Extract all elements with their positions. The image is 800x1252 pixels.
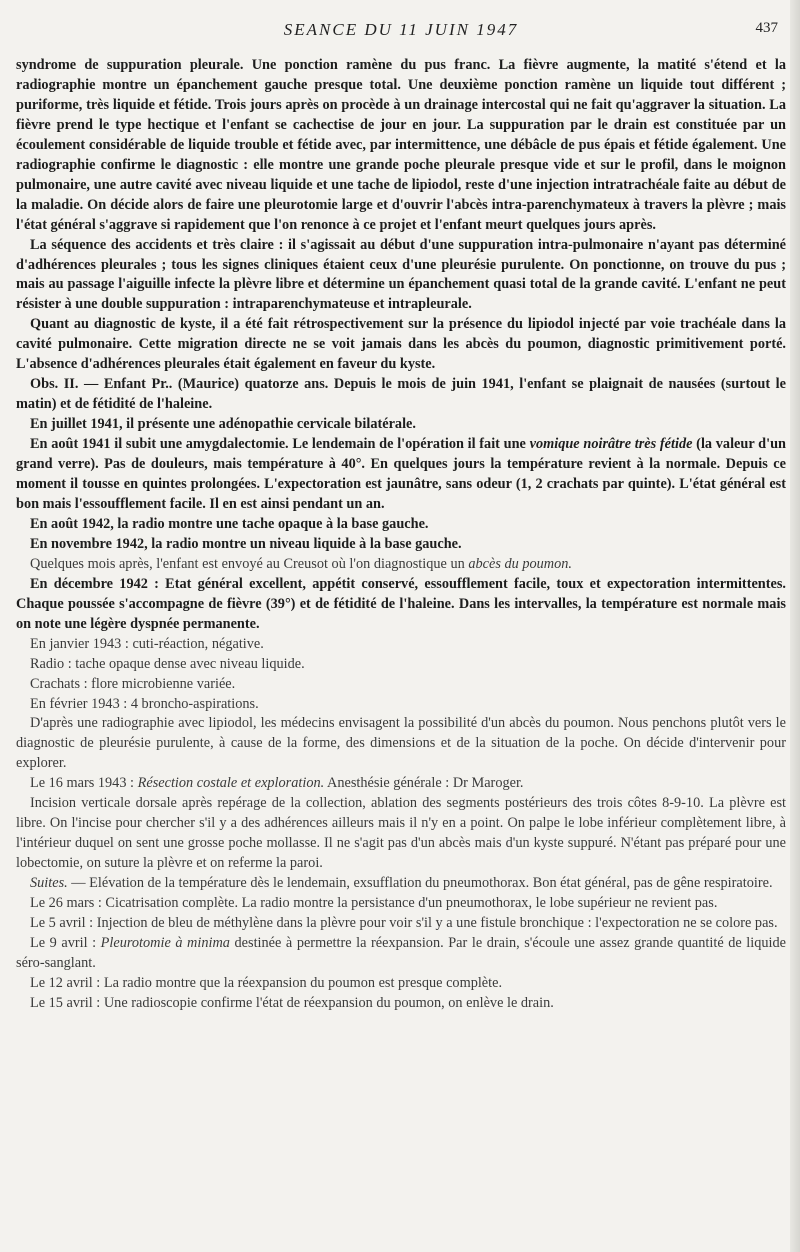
paragraph-text: Incision verticale dorsale après repérage de la collection, ablation des segments postérieurs des trois côtes 8-9-10. La plèvre est libre. On l'incise pour chercher s'il y a des adhérences ailleurs mais il n'y en a point. On palpe le lobe inférieur complètement libre, à l'intérieur duquel on sent une grosse poche mollasse. Il ne s'agit pas d'un abcès mais d'un kyste suppuré. N'étant pas préparé pour une lobectomie, on suture la plèvre et on referme la paroi. — [16, 795, 786, 872]
paragraph — [16, 714, 786, 774]
italic-text: vomique noirâtre très fétide — [529, 436, 693, 453]
paragraph — [16, 236, 786, 316]
page-header — [16, 20, 786, 44]
paragraph-text: En février 1943 : 4 broncho-aspirations. — [30, 695, 259, 712]
paragraph-text: En janvier 1943 : cuti-réaction, négative. — [30, 635, 264, 652]
paragraph — [16, 675, 786, 695]
paragraph-text: Le 15 avril : Une radioscopie confirme l'état de réexpansion du poumon, on enlève le drain. — [30, 994, 554, 1011]
paragraph-text: En novembre 1942, la radio montre un niveau liquide à la base gauche. — [30, 535, 462, 552]
paragraph-text: syndrome de suppuration pleurale. Une ponction ramène du pus franc. La fièvre augmente, la matité s'étend et la radiographie montre un épanchement gauche presque total. Une deuxième ponction ramène un liquide tout différent ; puriforme, très liquide et fétide. Trois jours après on procède à un drainage intercostal qui ne fait qu'aggraver la situation. La fièvre prend le type hectique et l'enfant se cachectise de jour en jour. La suppuration par le drain est constituée par un écoulement considérable de liquide trouble et fétide avec, par intermittence, une débâcle de pus épais et fétide également. Une radiographie confirme le diagnostic : elle montre une grande poche pleurale presque vide et sur le profil, dans le moignon pulmonaire, une autre cavité avec niveau liquide et une tache de lipiodol, reste d'une injection intratrachéale faite au début de la maladie. On décide alors de faire une pleurotomie large et d'ouvrir l'abcès intra-parenchymateux à travers la plèvre ; mais l'état général s'aggrave si rapidement que l'on renonce à ce projet et l'enfant meurt quelques jours après. — [16, 57, 786, 233]
paragraph — [16, 994, 786, 1014]
paragraph-text: Quant au diagnostic de kyste, il a été fait rétrospectivement sur la présence du lipiodol injecté par voie trachéale dans la cavité pulmonaire. Cette migration directe ne se voit jamais dans les abcès du poumon, diagnostic primitivement porté. L'absence d'adhérences pleurales était également en faveur du kyste. — [16, 316, 786, 373]
paragraph-text: Quelques mois après, l'enfant est envoyé au Creusot où l'on diagnostique un — [30, 555, 469, 572]
page-number: 437 — [755, 20, 778, 36]
paragraph — [16, 555, 786, 575]
paragraph — [16, 56, 786, 236]
paragraph — [16, 515, 786, 535]
paragraph-text: Le 26 mars : Cicatrisation complète. La radio montre la persistance d'un pneumothorax, le lobe supérieur ne revient pas. — [30, 895, 718, 912]
paragraph-text: — Elévation de la température dès le lendemain, exsufflation du pneumothorax. Bon état général, pas de gêne respiratoire. — [67, 875, 773, 892]
paragraph-text: En août 1942, la radio montre une tache opaque à la base gauche. — [30, 515, 429, 532]
paragraph — [16, 655, 786, 675]
paragraph-text: Obs. II. — Enfant Pr.. (Maurice) quatorze ans. Depuis le mois de juin 1941, l'enfant se plaignait de nausées (surtout le matin) et de fétidité de l'haleine. — [16, 376, 786, 413]
paragraph-text: destinée à permettre la réexpansion. Par le drain, s'écoule une assez grande quantité de liquide séro-sanglant. — [16, 934, 786, 971]
paragraph — [16, 894, 786, 914]
paragraph-text: Anesthésie générale : Dr Maroger. — [324, 775, 524, 792]
paragraph-text: Le 12 avril : La radio montre que la réexpansion du poumon est presque complète. — [30, 974, 503, 991]
paragraph — [16, 575, 786, 635]
paragraph — [16, 695, 786, 715]
paragraph — [16, 974, 786, 994]
paragraph-text: (la valeur d'un grand verre). Pas de douleurs, mais température à 40°. En quelques jours la température revient à la normale. Depuis ce moment il tousse en quintes prolongées. L'expectoration est jaunâtre, sans odeur (1, 2 crachats par quinte). L'état général est bon mais l'essoufflement facile. Il en est ainsi pendant un an. — [16, 436, 786, 512]
italic-text: Pleurotomie à minima — [100, 934, 230, 951]
paragraph-text: En décembre 1942 : Etat général excellent, appétit conservé, essoufflement facile, toux et expectoration intermittentes. Chaque poussée s'accompagne de fièvre (39°) et de fétidité de l'haleine. Dans les intervalles, la température est normale mais on note une légère dyspnée permanente. — [16, 575, 786, 632]
page-gutter-shadow — [790, 0, 800, 1252]
italic-text: Résection costale et exploration. — [137, 775, 325, 792]
italic-text: abcès du poumon. — [468, 555, 572, 572]
paragraph — [16, 934, 786, 974]
paragraph-text: Le 16 mars 1943 : — [30, 775, 138, 792]
article-body — [16, 56, 786, 1014]
paragraph — [16, 535, 786, 555]
paragraph — [16, 914, 786, 934]
paragraph — [16, 315, 786, 375]
paragraph — [16, 415, 786, 435]
paragraph-text: Le 9 avril : — [30, 934, 101, 951]
paragraph — [16, 774, 786, 794]
paragraph — [16, 435, 786, 515]
paragraph — [16, 874, 786, 894]
paragraph-text: Crachats : flore microbienne variée. — [30, 675, 236, 692]
paragraph — [16, 794, 786, 874]
paragraph-text: La séquence des accidents et très claire : il s'agissait au début d'une suppuration intra-pulmonaire n'ayant pas déterminé d'adhérences pleurales ; tous les signes cliniques étaient ceux d'une pleurésie purulente. On ponctionne, on trouve du pus ; mais au passage l'aiguille infecte la plèvre libre et détermine un épanchement quasi total de la grande cavité. L'enfant ne peut résister à une double suppuration : intraparenchymateuse et intrapleurale. — [16, 236, 786, 313]
running-title: SEANCE DU 11 JUIN 1947 — [283, 20, 519, 39]
paragraph-text: En août 1941 il subit une amygdalectomie. Le lendemain de l'opération il fait une — [30, 436, 530, 453]
paragraph-text: En juillet 1941, il présente une adénopathie cervicale bilatérale. — [30, 416, 416, 433]
italic-text: Suites. — [30, 875, 68, 892]
paragraph-text: Le 5 avril : Injection de bleu de méthylène dans la plèvre pour voir s'il y a une fistule bronchique : l'expectoration ne se colore pas. — [30, 914, 778, 931]
paragraph — [16, 375, 786, 415]
paragraph — [16, 635, 786, 655]
paragraph-text: D'après une radiographie avec lipiodol, les médecins envisagent la possibilité d'un abcès du poumon. Nous penchons plutôt vers le diagnostic de pleurésie purulente, à cause de la forme, des dimensions et de la situation de la poche. On décide d'intervenir pour explorer. — [16, 715, 786, 772]
paragraph-text: Radio : tache opaque dense avec niveau liquide. — [30, 655, 305, 672]
